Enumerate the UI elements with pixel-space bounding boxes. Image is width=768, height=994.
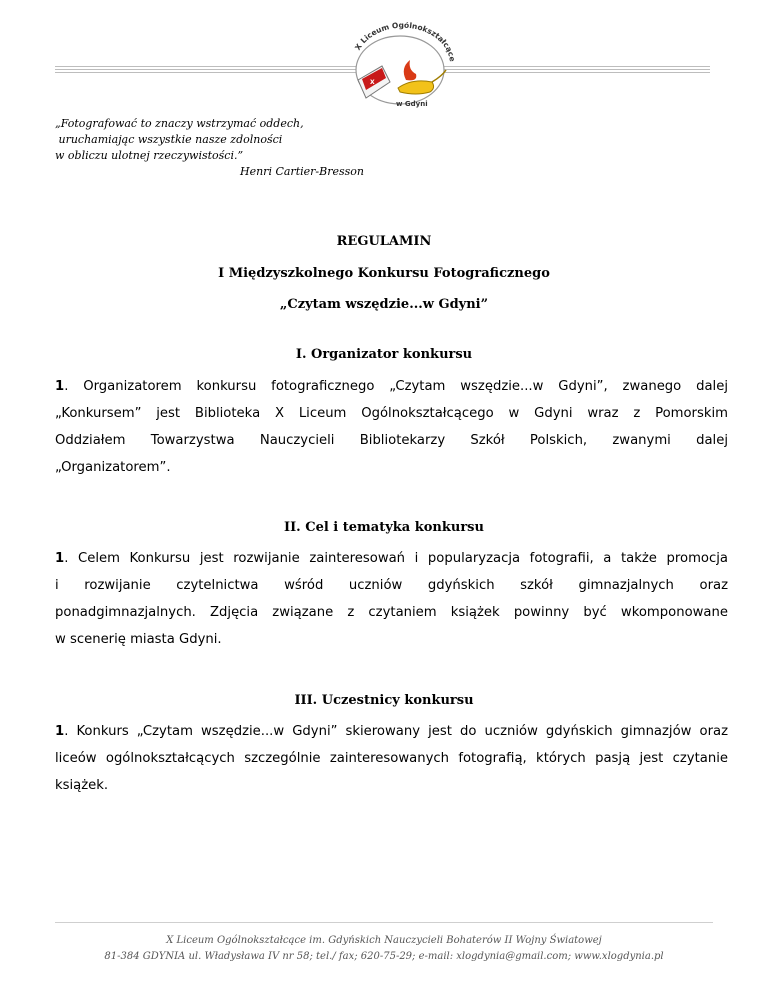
logo-arc-text: X Liceum Ogólnokształcące [353,22,458,63]
document-subtitle: I Międzyszkolnego Konkursu Fotograficznego [218,266,550,281]
quote-line-2: uruchamiając wszystkie nasze zdolności [55,133,283,146]
logo-bottom-text: w Gdyni [396,100,428,108]
quote-line-3: w obliczu ulotnej rzeczywistości.” [55,149,244,162]
paragraph-number: 1 [55,551,65,566]
quote-author: Henri Cartier-Bresson [240,165,364,178]
paragraph-line: liceów ogólnokształcących szczególnie zainteresowanych fotografią, których pasją jest czytanie [55,751,728,766]
section-heading-participants: III. Uczestnicy konkursu [294,693,474,708]
paragraph-line: ponadgimnazjalnych. Zdjęcia związane z czytaniem książek powinny być wkomponowane [55,605,728,620]
footer-school-name: X Liceum Ogólnokształcące im. Gdyńskich Nauczycieli Bohaterów II Wojny Światowej [166,935,602,946]
paragraph-line: w scenerię miasta Gdyni. [55,632,222,647]
paragraph-line: . Celem Konkursu jest rozwijanie zainteresowań i popularyzacja fotografii, a także promocja [64,551,728,566]
paragraph-line: Oddziałem Towarzystwa Nauczycieli Bibliotekarzy Szkół Polskich, zwanymi dalej [55,433,728,448]
section-heading-organizer: I. Organizator konkursu [295,347,473,362]
document-title: REGULAMIN [336,234,432,249]
contest-name: „Czytam wszędzie...w Gdyni” [279,297,489,312]
paragraph-line: książek. [55,778,109,793]
section-paragraph-goal [55,545,728,653]
paragraph-line: . Konkurs „Czytam wszędzie...w Gdyni” skierowany jest do uczniów gdyńskich gimnazjów oraz [64,724,728,739]
footer-contact: 81-384 GDYNIA ul. Władysława IV nr 58; tel./ fax; 620-75-29; e-mail: xlogdynia@gmail.com; www.xlogdynia.pl [104,951,664,962]
footer-rule [55,922,713,923]
school-logo [338,22,458,110]
paragraph-line: i rozwijanie czytelnictwa wśród uczniów gdyńskich szkół gimnazjalnych oraz [55,578,728,593]
svg-text:X: X [370,79,375,86]
section-paragraph-organizer [55,373,728,481]
quote-line-1: „Fotografować to znaczy wstrzymać oddech, [55,117,304,130]
paragraph-line: „Organizatorem”. [55,460,171,475]
section-heading-goal: II. Cel i tematyka konkursu [284,520,484,535]
section-paragraph-participants [55,718,728,799]
paragraph-line: „Konkursem” jest Biblioteka X Liceum Ogólnokształcącego w Gdyni wraz z Pomorskim [55,406,728,421]
paragraph-number: 1 [55,379,65,394]
paragraph-number: 1 [55,724,65,739]
paragraph-line: . Organizatorem konkursu fotograficznego „Czytam wszędzie...w Gdyni”, zwanego dalej [64,379,728,394]
epigraph-quote [55,116,475,180]
